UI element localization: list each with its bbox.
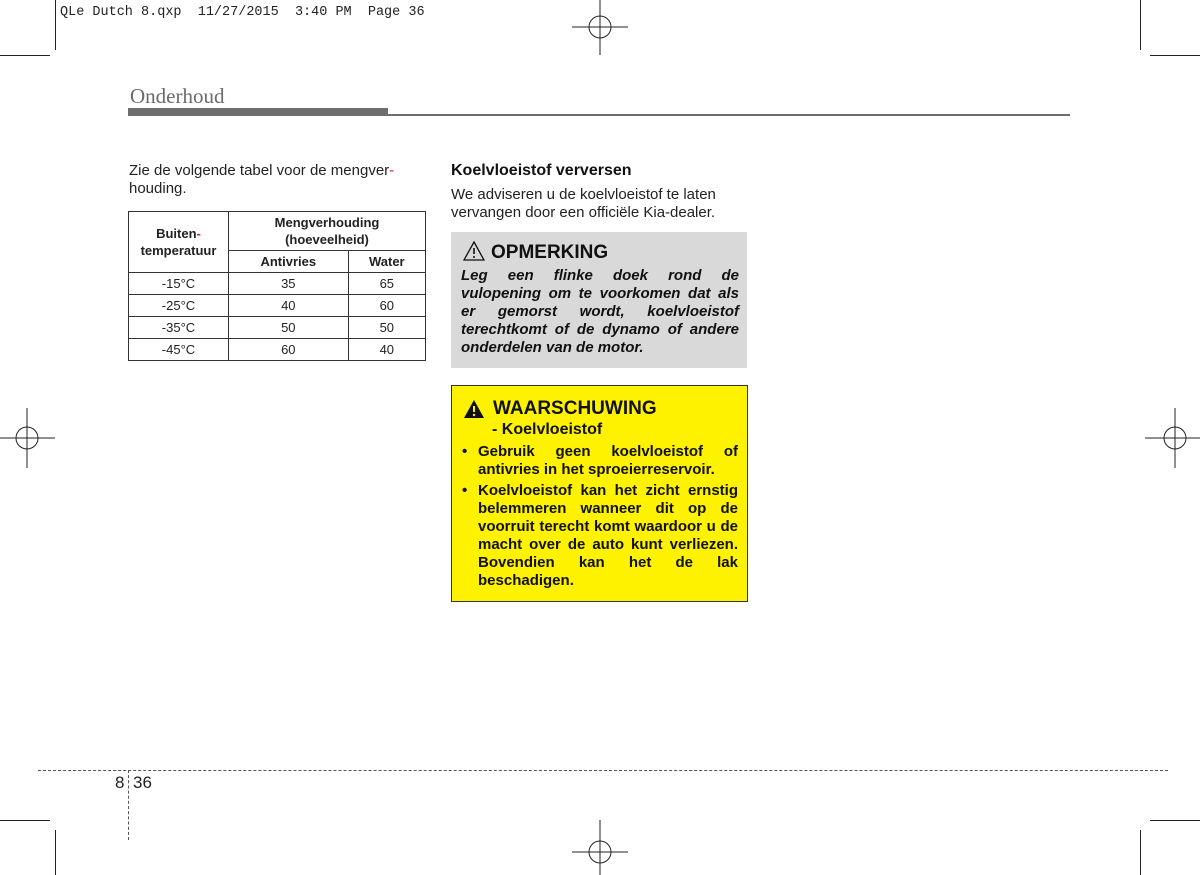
table-row [129,317,426,339]
title-rule-bold [128,108,388,116]
header-mixture-ratio: Mengverhouding (hoeveelheid) [229,212,426,251]
cell-temperature: -45°C [129,339,229,361]
registration-mark-left [0,408,60,468]
coolant-heading: Koelvloeistof verversen [451,162,632,179]
note-text: Leg een flinke doek rond de vulopening om te voorkomen dat als er gemorst wordt, koelvloeistof terechtkomt of de dynamo of andere onderdelen van de motor. [461,267,739,356]
warning-box [451,385,748,602]
header-antifreeze: Antivries [229,251,349,273]
intro-text: Zie de volgende tabel voor de mengver [129,162,390,179]
warning-subtitle: - Koelvloeistof [492,421,603,438]
table-row [129,273,426,295]
cell-temperature: -35°C [129,317,229,339]
coolant-paragraph: We adviseren u de koelvloeistof te laten vervangen door een officiële Kia-dealer. [451,186,716,221]
print-slug: QLe Dutch 8.qxp 11/27/2015 3:40 PM Page 36 [60,5,425,20]
warning-title: WAARSCHUWING [493,398,657,419]
cell-temperature: -25°C [129,295,229,317]
header-water: Water [348,251,425,273]
section-title: Onderhoud [130,84,225,108]
cell-antifreeze: 50 [229,317,349,339]
intro-hyphen: - [389,162,395,179]
intro-text-cont: houding. [129,180,187,197]
cell-water: 50 [348,317,425,339]
cell-water: 60 [348,295,425,317]
registration-mark-right [1140,408,1200,468]
cell-antifreeze: 60 [229,339,349,361]
registration-mark-top [570,0,630,60]
cell-antifreeze: 35 [229,273,349,295]
registration-mark-bottom [570,815,630,875]
cell-antifreeze: 40 [229,295,349,317]
bullet: • [462,443,468,460]
cell-water: 40 [348,339,425,361]
mixture-table [128,211,426,361]
caution-triangle-icon [463,241,485,261]
warning-item-text: Gebruik geen koelvloeistof of antivries in het sproeierreservoir. [478,443,738,478]
list-item [462,482,738,590]
warning-item-text: Koelvloeistof kan het zicht ernstig belemmeren wanneer dit op de voorruit terecht komt waardoor u de macht over de auto kunt verliezen. Bovendien kan het de lak beschadigen. [478,482,738,589]
note-box [451,232,747,368]
cell-water: 65 [348,273,425,295]
table-row [129,339,426,361]
page-number: 36 [133,773,152,792]
warning-list [462,443,738,593]
intro-paragraph [129,162,429,198]
cell-temperature: -15°C [129,273,229,295]
list-item [462,443,738,479]
chapter-number: 8 [115,773,125,792]
table-row [129,295,426,317]
footer-rule [38,770,1168,771]
footer-divider [128,770,129,840]
warning-triangle-icon [463,399,485,419]
note-title: OPMERKING [491,242,609,263]
bullet: • [462,482,468,499]
header-outside-temperature: Buiten- temperatuur [129,212,229,273]
title-rule-thin [388,114,1070,116]
